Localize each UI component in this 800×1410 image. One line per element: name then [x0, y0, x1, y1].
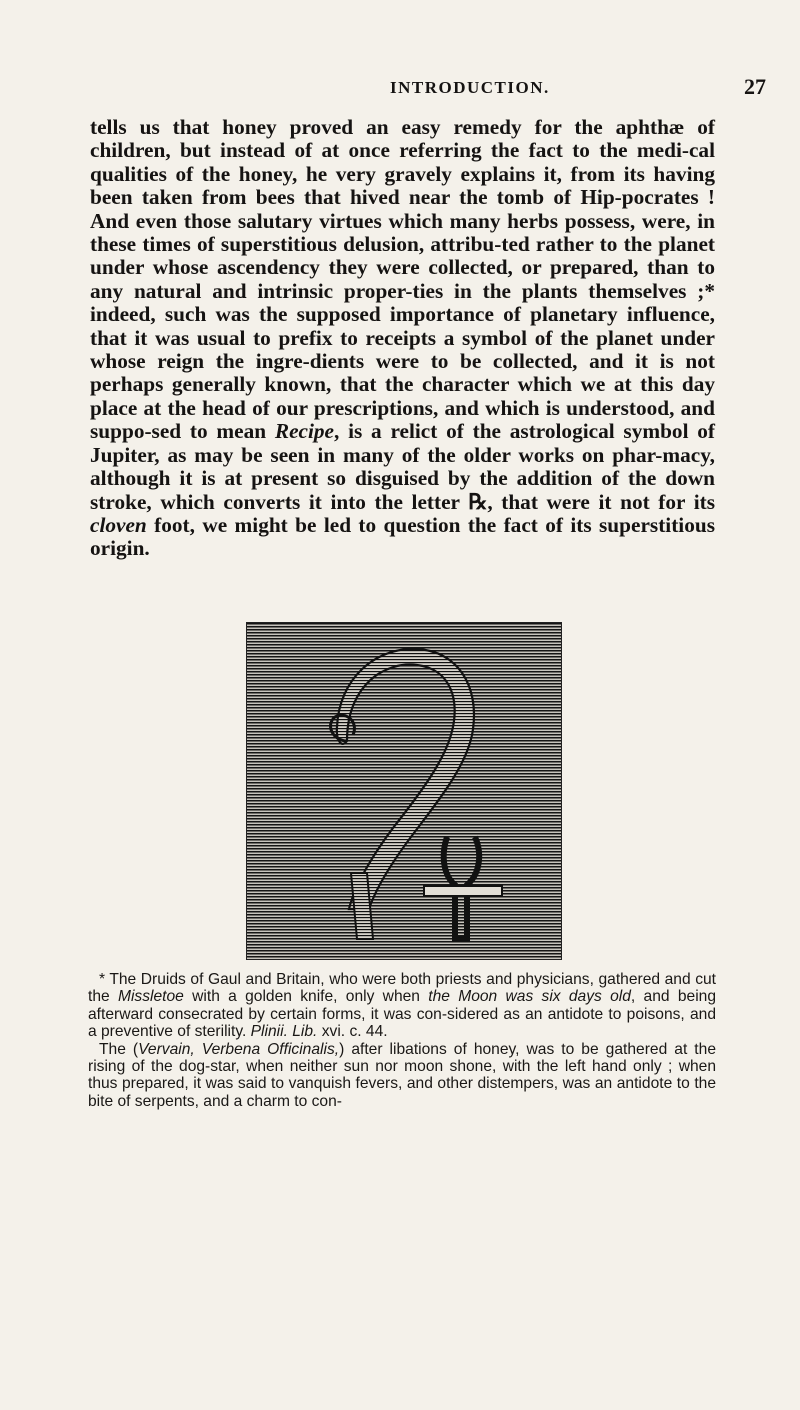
symbol-curve	[337, 649, 474, 909]
symbol-crossbar-inner	[425, 887, 501, 895]
cloven-term: cloven	[90, 512, 147, 537]
fn-druids-1: * The Druids of Gaul and Britain, who were both priests and physicians, gathered and cut the	[88, 971, 716, 1006]
fn-vervain-1: The (	[99, 1040, 139, 1058]
jupiter-recipe-symbol-icon	[247, 623, 561, 959]
main-text	[90, 116, 715, 561]
fn-druids-6: Plinii. Lib.	[250, 1023, 318, 1041]
jupiter-symbol-figure	[246, 622, 562, 960]
paragraph-text-2: , is a relict of the astrological symbol of Jupiter, as may be seen in many of the older works on phar-macy, although it is at present so disguised by the addition of the down stroke, which converts it into the letter ℞, that were it not for its	[90, 419, 715, 514]
footnote-druids	[88, 971, 716, 1041]
main-paragraph	[90, 116, 715, 561]
recipe-term: Recipe	[274, 419, 334, 444]
fn-vervain-3: ) after libations of honey, was to be gathered at the rising of the dog-star, when neither sun nor moon shone, with the left hand only ; when thus prepared, it was said to vanquish fevers, and other distempers, was an antidote to the bite of serpents, and a charm to con-	[88, 1040, 716, 1110]
fn-vervain-2: Vervain, Verbena Officinalis,	[138, 1040, 340, 1058]
fn-druids-5: , and being afterward consecrated by certain forms, it was con-sidered as an antidote to poisons, and a preventive of sterility.	[88, 988, 717, 1041]
fn-druids-3: with a golden knife, only when	[183, 988, 429, 1006]
page-number: 27	[744, 74, 766, 99]
paragraph-text-3: foot, we might be led to question the fact of its superstitious origin.	[90, 512, 715, 561]
running-title: INTRODUCTION.	[390, 78, 550, 97]
footnotes	[88, 971, 716, 1110]
running-header	[0, 74, 800, 104]
paragraph-text-1: tells us that honey proved an easy remedy for the aphthæ of children, but instead of at once referring the fact to the medi-cal qualities of the honey, he very gravely explains it, from its having been taken from bees that hived near the tomb of Hip-pocrates ! And even those salutary virtues which many herbs possess, were, in these times of superstitious delusion, attribu-ted rather to the planet under whose ascendency they were collected, or prepared, than to any natural and intrinsic proper-ties in the plants themselves ;* indeed, such was the supposed importance of planetary influence, that it was usual to prefix to receipts a symbol of the planet under whose reign the ingre-dients were to be collected, and it is not perhaps generally known, that the character which we at this day place at the head of our prescriptions, and which is understood, and suppo-sed to mean	[90, 115, 715, 444]
fn-druids-4: the Moon was six days old	[428, 988, 631, 1006]
fn-druids-7: xvi. c. 44.	[317, 1023, 388, 1041]
footnote-vervain	[88, 1041, 716, 1111]
fn-druids-2: Missletoe	[117, 988, 184, 1006]
